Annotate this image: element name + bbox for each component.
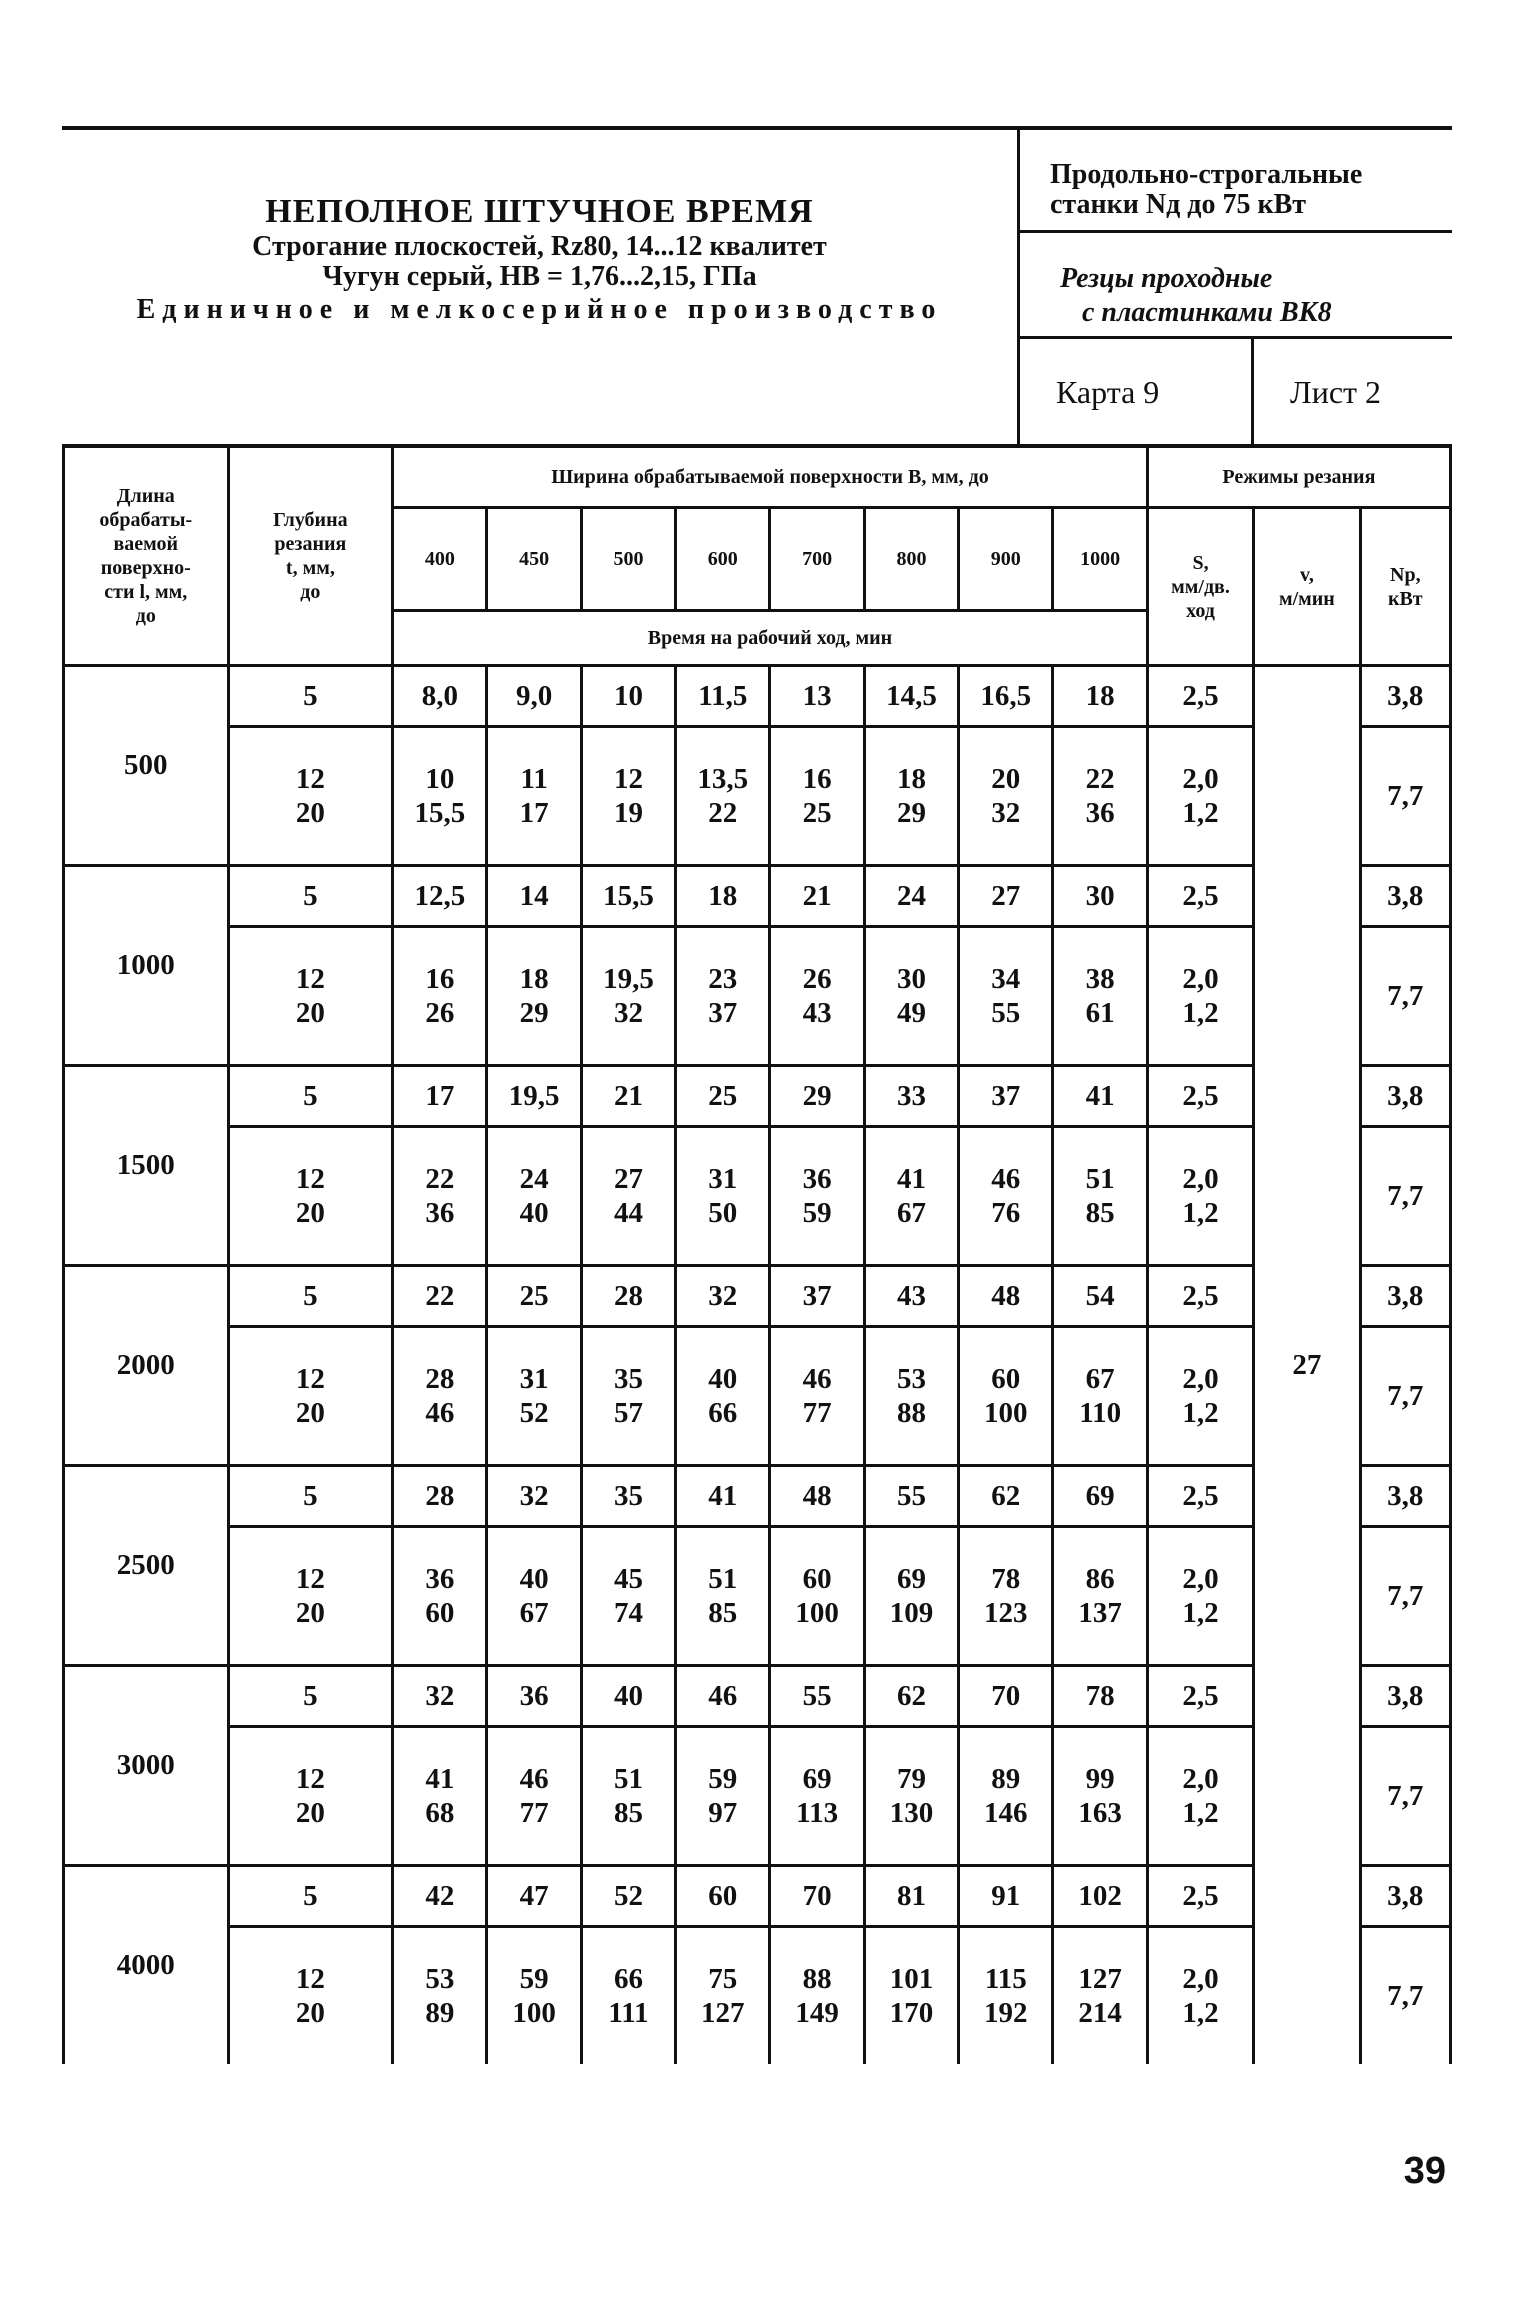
time-cell: 28	[393, 1466, 487, 1527]
depth-cell: 5	[228, 1066, 393, 1127]
table-row	[64, 1866, 1451, 1927]
table-row	[64, 1066, 1451, 1127]
time-cell: 18	[676, 866, 770, 927]
feed-cell: 2,5	[1147, 1466, 1253, 1527]
page-header	[62, 126, 1452, 444]
time-cell: 19,5 32	[581, 927, 675, 1066]
power-cell: 3,8	[1360, 866, 1450, 927]
length-header-line: до	[135, 605, 156, 627]
time-cell: 51 85	[676, 1527, 770, 1666]
time-cell: 60 100	[770, 1527, 864, 1666]
time-cell: 11,5	[676, 666, 770, 727]
depth-cell: 5	[228, 1866, 393, 1927]
header-divider-1	[1017, 230, 1452, 233]
time-cell: 16 26	[393, 927, 487, 1066]
table-row	[64, 866, 1451, 927]
time-cell: 55	[864, 1466, 958, 1527]
time-cell: 67 110	[1053, 1327, 1147, 1466]
time-cell: 89 146	[959, 1727, 1053, 1866]
feed-cell: 2,0 1,2	[1147, 1327, 1253, 1466]
time-cell: 27	[959, 866, 1053, 927]
time-cell: 13	[770, 666, 864, 727]
header-top-rule	[62, 126, 1452, 130]
width-600-header: 600	[676, 508, 770, 611]
time-cell: 24 40	[487, 1127, 581, 1266]
feed-header-line: ход	[1186, 599, 1215, 622]
power-cell: 7,7	[1360, 1327, 1450, 1466]
time-cell: 41 67	[864, 1127, 958, 1266]
time-cell: 21	[770, 866, 864, 927]
feed-header-line: мм/дв.	[1171, 575, 1230, 598]
time-cell: 62	[864, 1666, 958, 1727]
time-cell: 9,0	[487, 666, 581, 727]
time-cell: 16 25	[770, 727, 864, 866]
width-900-header: 900	[959, 508, 1053, 611]
time-cell: 18 29	[487, 927, 581, 1066]
time-cell: 27 44	[581, 1127, 675, 1266]
time-cell: 30	[1053, 866, 1147, 927]
width-450-header: 450	[487, 508, 581, 611]
time-cell: 60	[676, 1866, 770, 1927]
width-500-header: 500	[581, 508, 675, 611]
time-cell: 91	[959, 1866, 1053, 1927]
time-cell: 102	[1053, 1866, 1147, 1927]
time-cell: 22 36	[393, 1127, 487, 1266]
time-cell: 53 89	[393, 1927, 487, 2065]
width-800-header: 800	[864, 508, 958, 611]
time-cell: 79 130	[864, 1727, 958, 1866]
time-cell: 52	[581, 1866, 675, 1927]
time-cell: 47	[487, 1866, 581, 1927]
time-cell: 69 109	[864, 1527, 958, 1666]
page-title: НЕПОЛНОЕ ШТУЧНОЕ ВРЕМЯ	[265, 193, 814, 230]
time-cell: 41	[1053, 1066, 1147, 1127]
feed-cell: 2,5	[1147, 1066, 1253, 1127]
time-cell: 28	[581, 1266, 675, 1327]
time-cell: 33	[864, 1066, 958, 1127]
card-number: Карта 9	[1056, 374, 1160, 410]
time-cell: 40	[581, 1666, 675, 1727]
power-cell: 7,7	[1360, 727, 1450, 866]
depth-cell: 12 20	[228, 1927, 393, 2065]
time-cell: 40 66	[676, 1327, 770, 1466]
machines-note	[1050, 160, 1362, 220]
time-cell: 78 123	[959, 1527, 1053, 1666]
time-cell: 115 192	[959, 1927, 1053, 2065]
feed-header	[1147, 508, 1253, 666]
time-cell: 29	[770, 1066, 864, 1127]
power-cell: 3,8	[1360, 1866, 1450, 1927]
time-cell: 21	[581, 1066, 675, 1127]
time-cell: 34 55	[959, 927, 1053, 1066]
time-cell: 36 59	[770, 1127, 864, 1266]
modes-header: Режимы резания	[1147, 446, 1450, 508]
sheet-number: Лист 2	[1290, 374, 1382, 410]
table-row	[64, 1727, 1451, 1866]
cutting-time-table	[62, 444, 1452, 2064]
time-cell: 14,5	[864, 666, 958, 727]
time-cell: 45 74	[581, 1527, 675, 1666]
length-cell: 4000	[64, 1866, 229, 2065]
power-cell: 7,7	[1360, 1127, 1450, 1266]
time-cell: 69 113	[770, 1727, 864, 1866]
power-cell: 3,8	[1360, 1666, 1450, 1727]
machines-line-1: Продольно-строгальные	[1050, 159, 1363, 190]
time-cell: 35	[581, 1466, 675, 1527]
power-cell: 3,8	[1360, 1466, 1450, 1527]
time-cell: 37	[770, 1266, 864, 1327]
power-cell: 7,7	[1360, 927, 1450, 1066]
feed-cell: 2,0 1,2	[1147, 727, 1253, 866]
length-cell: 3000	[64, 1666, 229, 1866]
length-header-line: ваемой	[113, 533, 179, 555]
time-header: Время на рабочий ход, мин	[393, 611, 1148, 666]
feed-cell: 2,0 1,2	[1147, 1927, 1253, 2065]
depth-cell: 5	[228, 1666, 393, 1727]
time-cell: 10 15,5	[393, 727, 487, 866]
depth-cell: 12 20	[228, 1727, 393, 1866]
table-row	[64, 666, 1451, 727]
page-number: 39	[1403, 2150, 1446, 2192]
time-cell: 59 100	[487, 1927, 581, 2065]
feed-cell: 2,5	[1147, 1666, 1253, 1727]
time-cell: 32	[676, 1266, 770, 1327]
cutters-note	[1060, 262, 1332, 330]
time-cell: 99 163	[1053, 1727, 1147, 1866]
length-header-line: Длина	[116, 485, 175, 507]
time-cell: 19,5	[487, 1066, 581, 1127]
time-cell: 37	[959, 1066, 1053, 1127]
feed-cell: 2,0 1,2	[1147, 1727, 1253, 1866]
depth-cell: 12 20	[228, 1527, 393, 1666]
table-row	[64, 1327, 1451, 1466]
time-cell: 81	[864, 1866, 958, 1927]
length-header-line: поверхно-	[100, 557, 191, 579]
cutters-line-2: с пластинками ВК8	[1082, 297, 1332, 328]
width-1000-header: 1000	[1053, 508, 1147, 611]
depth-cell: 12 20	[228, 1327, 393, 1466]
length-cell: 1000	[64, 866, 229, 1066]
time-cell: 8,0	[393, 666, 487, 727]
time-cell: 36	[487, 1666, 581, 1727]
power-header-line: Nр,	[1390, 563, 1421, 586]
feed-cell: 2,5	[1147, 666, 1253, 727]
time-cell: 53 88	[864, 1327, 958, 1466]
time-cell: 42	[393, 1866, 487, 1927]
power-header	[1360, 508, 1450, 666]
speed-header	[1254, 508, 1360, 666]
power-cell: 3,8	[1360, 1266, 1450, 1327]
time-cell: 18 29	[864, 727, 958, 866]
title-block	[62, 192, 1017, 328]
time-cell: 46 76	[959, 1127, 1053, 1266]
depth-cell: 12 20	[228, 727, 393, 866]
length-cell: 1500	[64, 1066, 229, 1266]
time-cell: 40 67	[487, 1527, 581, 1666]
speed-header-line: м/мин	[1278, 587, 1335, 610]
time-cell: 66 111	[581, 1927, 675, 2065]
header-divider-card	[1251, 336, 1254, 444]
production-subtitle: Единичное и мелкосерийное производство	[136, 294, 943, 325]
feed-header-line: S,	[1192, 551, 1209, 574]
depth-header-line: Глубина	[273, 509, 348, 531]
speed-cell: 27	[1254, 666, 1360, 2065]
time-cell: 32	[393, 1666, 487, 1727]
time-cell: 24	[864, 866, 958, 927]
feed-cell: 2,5	[1147, 866, 1253, 927]
width-400-header: 400	[393, 508, 487, 611]
length-header-line: обрабаты-	[99, 509, 193, 531]
time-cell: 101 170	[864, 1927, 958, 2065]
depth-cell: 5	[228, 1466, 393, 1527]
table-row	[64, 927, 1451, 1066]
time-cell: 28 46	[393, 1327, 487, 1466]
time-cell: 30 49	[864, 927, 958, 1066]
depth-header-line: до	[300, 581, 321, 603]
time-cell: 15,5	[581, 866, 675, 927]
time-cell: 25	[487, 1266, 581, 1327]
time-cell: 13,5 22	[676, 727, 770, 866]
time-cell: 31 52	[487, 1327, 581, 1466]
table-row	[64, 727, 1451, 866]
time-cell: 18	[1053, 666, 1147, 727]
time-cell: 36 60	[393, 1527, 487, 1666]
time-cell: 127 214	[1053, 1927, 1147, 2065]
length-cell: 500	[64, 666, 229, 866]
time-cell: 12 19	[581, 727, 675, 866]
power-cell: 7,7	[1360, 1927, 1450, 2065]
table-row	[64, 1466, 1451, 1527]
table-row	[64, 1527, 1451, 1666]
time-cell: 55	[770, 1666, 864, 1727]
time-cell: 43	[864, 1266, 958, 1327]
time-cell: 14	[487, 866, 581, 927]
table-row	[64, 1666, 1451, 1727]
depth-cell: 12 20	[228, 927, 393, 1066]
header-divider-vertical	[1017, 126, 1020, 444]
operation-subtitle: Строгание плоскостей, Rz80, 14...12 квалитет	[252, 231, 827, 262]
time-cell: 16,5	[959, 666, 1053, 727]
length-header-line: сти l, мм,	[104, 581, 188, 603]
time-cell: 75 127	[676, 1927, 770, 2065]
table-row	[64, 1266, 1451, 1327]
depth-header-line: резания	[274, 533, 347, 555]
power-cell: 3,8	[1360, 666, 1450, 727]
time-cell: 12,5	[393, 866, 487, 927]
time-cell: 46	[676, 1666, 770, 1727]
header-divider-2	[1017, 336, 1452, 339]
machines-line-2: станки Nд до 75 кВт	[1050, 189, 1307, 220]
time-cell: 62	[959, 1466, 1053, 1527]
time-cell: 41	[676, 1466, 770, 1527]
time-cell: 51 85	[581, 1727, 675, 1866]
length-cell: 2500	[64, 1466, 229, 1666]
time-cell: 88 149	[770, 1927, 864, 2065]
time-cell: 46 77	[770, 1327, 864, 1466]
power-header-line: кВт	[1387, 587, 1423, 610]
time-cell: 10	[581, 666, 675, 727]
power-cell: 3,8	[1360, 1066, 1450, 1127]
time-cell: 48	[959, 1266, 1053, 1327]
time-cell: 20 32	[959, 727, 1053, 866]
time-cell: 60 100	[959, 1327, 1053, 1466]
depth-cell: 5	[228, 866, 393, 927]
width-700-header: 700	[770, 508, 864, 611]
time-cell: 51 85	[1053, 1127, 1147, 1266]
depth-header-line: t, мм,	[285, 557, 335, 579]
feed-cell: 2,5	[1147, 1266, 1253, 1327]
depth-cell: 5	[228, 666, 393, 727]
table-row	[64, 1927, 1451, 2065]
time-cell: 70	[770, 1866, 864, 1927]
time-cell: 23 37	[676, 927, 770, 1066]
time-cell: 35 57	[581, 1327, 675, 1466]
width-header: Ширина обрабатываемой поверхности В, мм, до	[393, 446, 1148, 508]
feed-cell: 2,5	[1147, 1866, 1253, 1927]
time-cell: 69	[1053, 1466, 1147, 1527]
depth-cell: 5	[228, 1266, 393, 1327]
time-cell: 11 17	[487, 727, 581, 866]
depth-column-header	[228, 446, 393, 666]
time-cell: 38 61	[1053, 927, 1147, 1066]
material-subtitle: Чугун серый, НВ = 1,76...2,15, ГПа	[322, 261, 757, 292]
time-cell: 25	[676, 1066, 770, 1127]
time-cell: 17	[393, 1066, 487, 1127]
time-cell: 46 77	[487, 1727, 581, 1866]
power-cell: 7,7	[1360, 1527, 1450, 1666]
feed-cell: 2,0 1,2	[1147, 927, 1253, 1066]
time-cell: 22 36	[1053, 727, 1147, 866]
speed-header-line: v,	[1299, 563, 1314, 586]
time-cell: 32	[487, 1466, 581, 1527]
feed-cell: 2,0 1,2	[1147, 1127, 1253, 1266]
time-cell: 22	[393, 1266, 487, 1327]
time-cell: 70	[959, 1666, 1053, 1727]
time-cell: 54	[1053, 1266, 1147, 1327]
cutters-line-1: Резцы проходные	[1060, 263, 1273, 294]
time-cell: 48	[770, 1466, 864, 1527]
table-row	[64, 1127, 1451, 1266]
feed-cell: 2,0 1,2	[1147, 1527, 1253, 1666]
power-cell: 7,7	[1360, 1727, 1450, 1866]
time-cell: 59 97	[676, 1727, 770, 1866]
time-cell: 86 137	[1053, 1527, 1147, 1666]
time-cell: 78	[1053, 1666, 1147, 1727]
time-cell: 26 43	[770, 927, 864, 1066]
time-cell: 41 68	[393, 1727, 487, 1866]
length-cell: 2000	[64, 1266, 229, 1466]
length-column-header	[64, 446, 229, 666]
depth-cell: 12 20	[228, 1127, 393, 1266]
time-cell: 31 50	[676, 1127, 770, 1266]
